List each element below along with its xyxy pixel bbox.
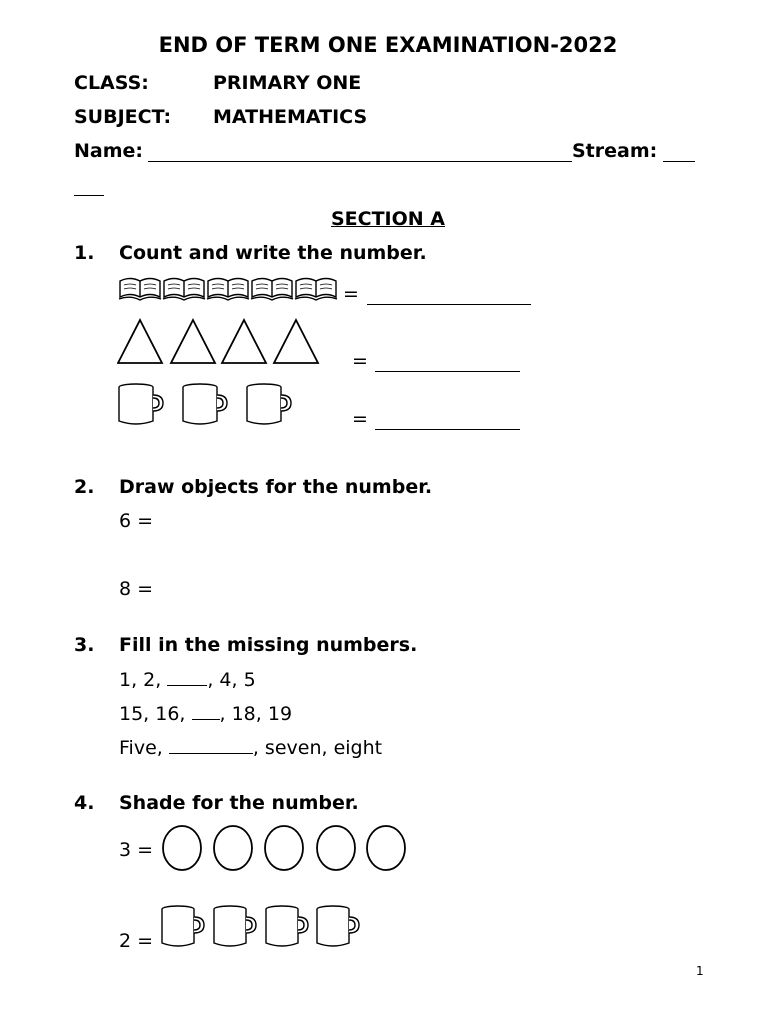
stream-blank-continued[interactable] <box>74 176 104 196</box>
triangle-icon <box>222 320 266 363</box>
question-3-text: Fill in the missing numbers. <box>119 634 418 656</box>
triangle-icon <box>274 320 318 363</box>
question-2-text: Draw objects for the number. <box>119 476 433 498</box>
triangle-icon <box>171 320 215 363</box>
sequence-1 <box>119 668 256 691</box>
answer-blank-books[interactable] <box>367 283 531 305</box>
sequence-2-end: , 18, 19 <box>219 703 293 725</box>
question-1-number: 1. <box>74 242 95 264</box>
missing-number-blank[interactable] <box>169 736 253 754</box>
class-label: CLASS: <box>74 72 149 94</box>
question-4-number: 4. <box>74 792 95 814</box>
stream-label: Stream: <box>572 140 658 162</box>
mug-icon[interactable] <box>266 906 308 946</box>
mug-icon[interactable] <box>162 906 204 946</box>
sequence-3 <box>119 736 382 759</box>
name-blank[interactable] <box>148 140 572 162</box>
question-2-number: 2. <box>74 476 95 498</box>
book-icon <box>207 279 249 301</box>
mugs-row <box>117 383 297 429</box>
shade-mugs-row <box>160 905 364 951</box>
book-icon <box>251 279 293 301</box>
shade-item-3-label: 3 = <box>119 839 154 861</box>
mug-icon[interactable] <box>214 906 256 946</box>
section-title: SECTION A <box>330 208 445 230</box>
page-number: 1 <box>696 964 704 978</box>
missing-number-blank[interactable] <box>167 668 207 686</box>
answer-blank-triangles[interactable] <box>375 350 520 372</box>
sequence-3-start: Five, <box>119 737 169 759</box>
sequence-2 <box>119 702 292 725</box>
mug-icon <box>119 384 163 424</box>
circle-icon[interactable] <box>367 826 405 870</box>
subject-value: MATHEMATICS <box>213 106 368 128</box>
sequence-3-end: , seven, eight <box>252 737 383 759</box>
equals-sign: = <box>343 283 359 305</box>
book-icon <box>163 279 205 301</box>
triangles-row <box>117 318 323 366</box>
equals-sign: = <box>352 350 368 372</box>
mug-icon <box>183 384 227 424</box>
equals-sign: = <box>352 408 368 430</box>
question-1-text: Count and write the number. <box>119 242 427 264</box>
books-row <box>118 273 340 303</box>
book-icon <box>295 279 337 301</box>
circles-row <box>160 823 410 875</box>
class-value: PRIMARY ONE <box>213 72 362 94</box>
circle-icon[interactable] <box>163 826 201 870</box>
circle-icon[interactable] <box>317 826 355 870</box>
circle-icon[interactable] <box>214 826 252 870</box>
sequence-1-start: 1, 2, <box>119 669 168 691</box>
missing-number-blank[interactable] <box>192 702 220 720</box>
question-3-number: 3. <box>74 634 95 656</box>
triangle-icon <box>118 320 162 363</box>
sequence-1-end: , 4, 5 <box>207 669 256 691</box>
sequence-2-start: 15, 16, <box>119 703 192 725</box>
answer-blank-mugs[interactable] <box>375 408 520 430</box>
name-label: Name: <box>74 140 144 162</box>
draw-item-8: 8 = <box>119 578 154 600</box>
draw-item-6: 6 = <box>119 510 154 532</box>
shade-item-2-label: 2 = <box>119 930 154 952</box>
subject-label: SUBJECT: <box>74 106 172 128</box>
exam-title: END OF TERM ONE EXAMINATION-2022 <box>158 33 618 57</box>
mug-icon <box>247 384 291 424</box>
question-4-text: Shade for the number. <box>119 792 359 814</box>
mug-icon[interactable] <box>317 906 359 946</box>
circle-icon[interactable] <box>265 826 303 870</box>
stream-blank[interactable] <box>663 140 695 162</box>
book-icon <box>119 279 161 301</box>
